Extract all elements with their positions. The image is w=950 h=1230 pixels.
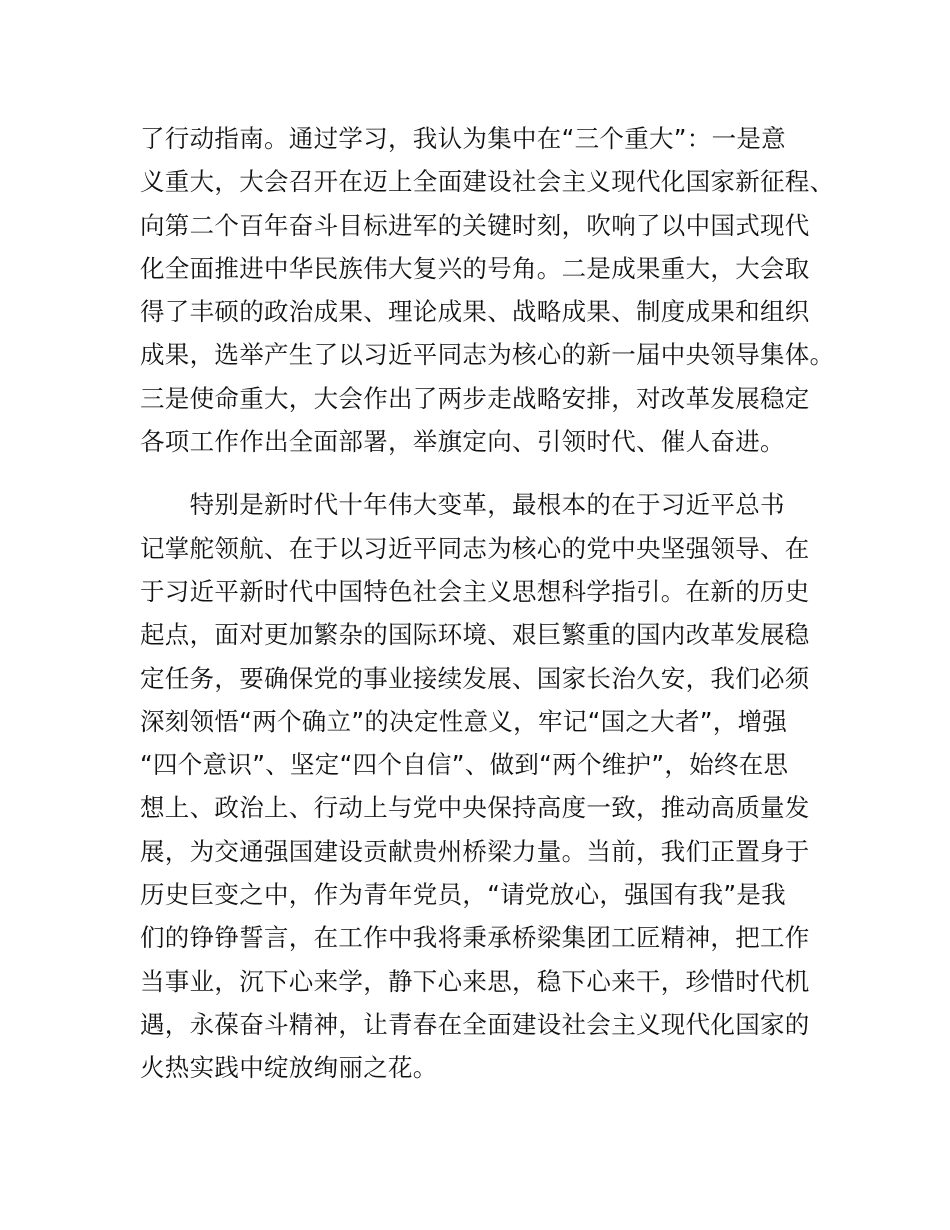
text-line: 火热实践中绽放绚丽之花。 [140,1053,438,1083]
text-line: 得了丰硕的政治成果、理论成果、战略成果、制度成果和组织 [140,297,810,327]
text-line: 深刻领悟“两个确立”的决定性意义，牢记“国之大者”，增强 [140,706,788,736]
paragraph-spacer [140,463,812,483]
text-line: 想上、政治上、行动上与党中央保持高度一致，推动高质量发 [140,793,810,823]
text-line: 成果，选举产生了以习近平同志为核心的新一届中央领导集体。 [140,340,835,370]
text-line: 定任务，要确保党的事业接续发展、国家长治久安，我们必须 [140,663,810,693]
text-line: 遇，永葆奋斗精神，让青春在全面建设社会主义现代化国家的 [140,1009,810,1039]
text-line: 各项工作作出全面部署，举旗定向、引领时代、催人奋进。 [140,427,785,457]
text-line: 记掌舵领航、在于以习近平同志为核心的党中央坚强领导、在 [140,533,810,563]
text-line: 起点，面对更加繁杂的国际环境、艰巨繁重的国内改革发展稳 [140,620,810,650]
text-line: 特别是新时代十年伟大变革，最根本的在于习近平总书 [140,490,785,520]
text-line: 历史巨变之中，作为青年党员，“请党放心，强国有我”是我 [140,880,786,910]
text-line: 当事业，沉下心来学，静下心来思，稳下心来干，珍惜时代机 [140,966,810,996]
text-line: 们的铮铮誓言，在工作中我将秉承桥梁集团工匠精神，把工作 [140,923,810,953]
text-line: “四个意识”、坚定“四个自信”、做到“两个维护”，始终在思 [140,750,789,780]
text-line: 了行动指南。通过学习，我认为集中在“三个重大”：一是意 [140,124,786,153]
text-line: 展，为交通强国建设贡献贵州桥梁力量。当前，我们正置身于 [140,836,810,866]
text-line: 义重大，大会召开在迈上全面建设社会主义现代化国家新征程、 [140,167,835,197]
paragraph-1 [140,117,835,463]
text-line: 化全面推进中华民族伟大复兴的号角。二是成果重大，大会取 [140,253,810,283]
text-line: 向第二个百年奋斗目标进军的关键时刻，吹响了以中国式现代 [140,210,810,240]
text-line: 三是使命重大，大会作出了两步走战略安排，对改革发展稳定 [140,383,810,413]
paragraph-2 [140,483,812,1089]
document-body [140,117,835,1090]
text-line: 于习近平新时代中国特色社会主义思想科学指引。在新的历史 [140,576,810,606]
